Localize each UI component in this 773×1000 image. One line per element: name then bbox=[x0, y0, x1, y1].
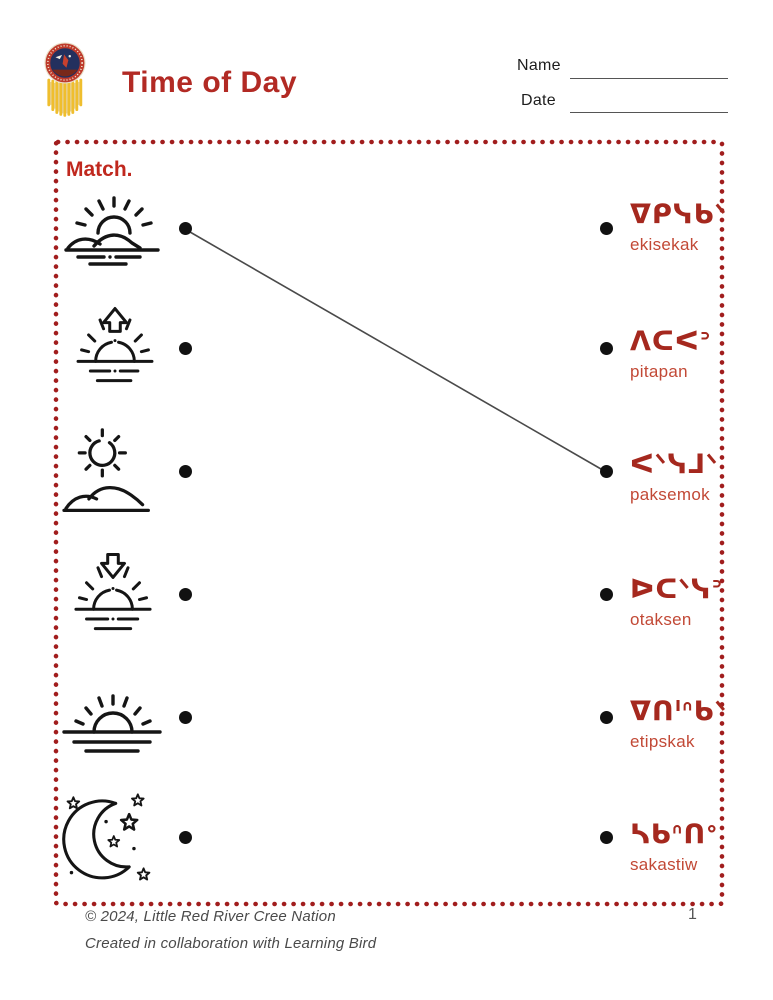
answer-item-otaksen bbox=[630, 575, 723, 630]
sun-over-hill-icon bbox=[62, 428, 158, 520]
answer-roman: sakastiw bbox=[630, 854, 698, 874]
match-dot-right-6[interactable] bbox=[600, 831, 613, 844]
copyright-text: © 2024, Little Red River Cree Nation bbox=[85, 908, 336, 925]
match-dot-left-1[interactable] bbox=[179, 222, 192, 235]
answer-roman: pitapan bbox=[630, 361, 688, 381]
answer-syllabics: ᐅᑕᐠᓭᐣ bbox=[630, 574, 724, 605]
answer-roman: otaksen bbox=[630, 609, 692, 629]
answer-syllabics: ᐁᑭᓭᑲᐠ bbox=[630, 199, 728, 230]
match-dot-left-5[interactable] bbox=[179, 711, 192, 724]
date-field[interactable] bbox=[570, 92, 728, 113]
date-label: Date bbox=[521, 92, 556, 109]
name-field[interactable] bbox=[570, 58, 728, 79]
answer-item-paksemok bbox=[630, 450, 719, 505]
answer-roman: paksemok bbox=[630, 484, 710, 504]
sunset-arrow-down-icon bbox=[74, 551, 152, 641]
sun-on-horizon-icon bbox=[62, 688, 162, 756]
answer-syllabics: ᐸᐠᓭᒧᐠ bbox=[630, 449, 719, 480]
answer-syllabics: ᐁᑎᑊᐢᑲᐠ bbox=[630, 696, 728, 727]
match-dot-left-6[interactable] bbox=[179, 831, 192, 844]
credit-text: Created in collaboration with Learning Bird bbox=[85, 935, 377, 952]
answer-syllabics: ᓴᑲᐢᑎᐤ bbox=[630, 819, 719, 850]
crescent-moon-stars-icon bbox=[58, 788, 158, 888]
logo-graphic bbox=[36, 42, 94, 122]
match-dot-left-2[interactable] bbox=[179, 342, 192, 355]
sunrise-over-hills-icon bbox=[64, 196, 164, 266]
page-number: 1 bbox=[688, 906, 697, 923]
answer-item-etipskak bbox=[630, 697, 727, 752]
little-red-river-cree-nation-logo-icon bbox=[36, 42, 94, 122]
match-dot-left-3[interactable] bbox=[179, 465, 192, 478]
match-dot-left-4[interactable] bbox=[179, 588, 192, 601]
match-dot-right-3[interactable] bbox=[600, 465, 613, 478]
instruction-text: Match. bbox=[66, 158, 133, 181]
sunrise-arrow-up-icon bbox=[76, 305, 154, 393]
match-dot-right-2[interactable] bbox=[600, 342, 613, 355]
match-dot-right-4[interactable] bbox=[600, 588, 613, 601]
answer-roman: ekisekak bbox=[630, 234, 699, 254]
match-dot-right-5[interactable] bbox=[600, 711, 613, 724]
page-title: Time of Day bbox=[122, 66, 297, 99]
answer-item-pitapan bbox=[630, 327, 712, 382]
answer-item-ekisekak bbox=[630, 200, 727, 255]
answer-syllabics: ᐱᑕᐸᐣ bbox=[630, 326, 712, 357]
answer-item-sakastiw bbox=[630, 820, 718, 875]
name-label: Name bbox=[517, 57, 561, 74]
match-dot-right-1[interactable] bbox=[600, 222, 613, 235]
answer-roman: etipskak bbox=[630, 731, 695, 751]
